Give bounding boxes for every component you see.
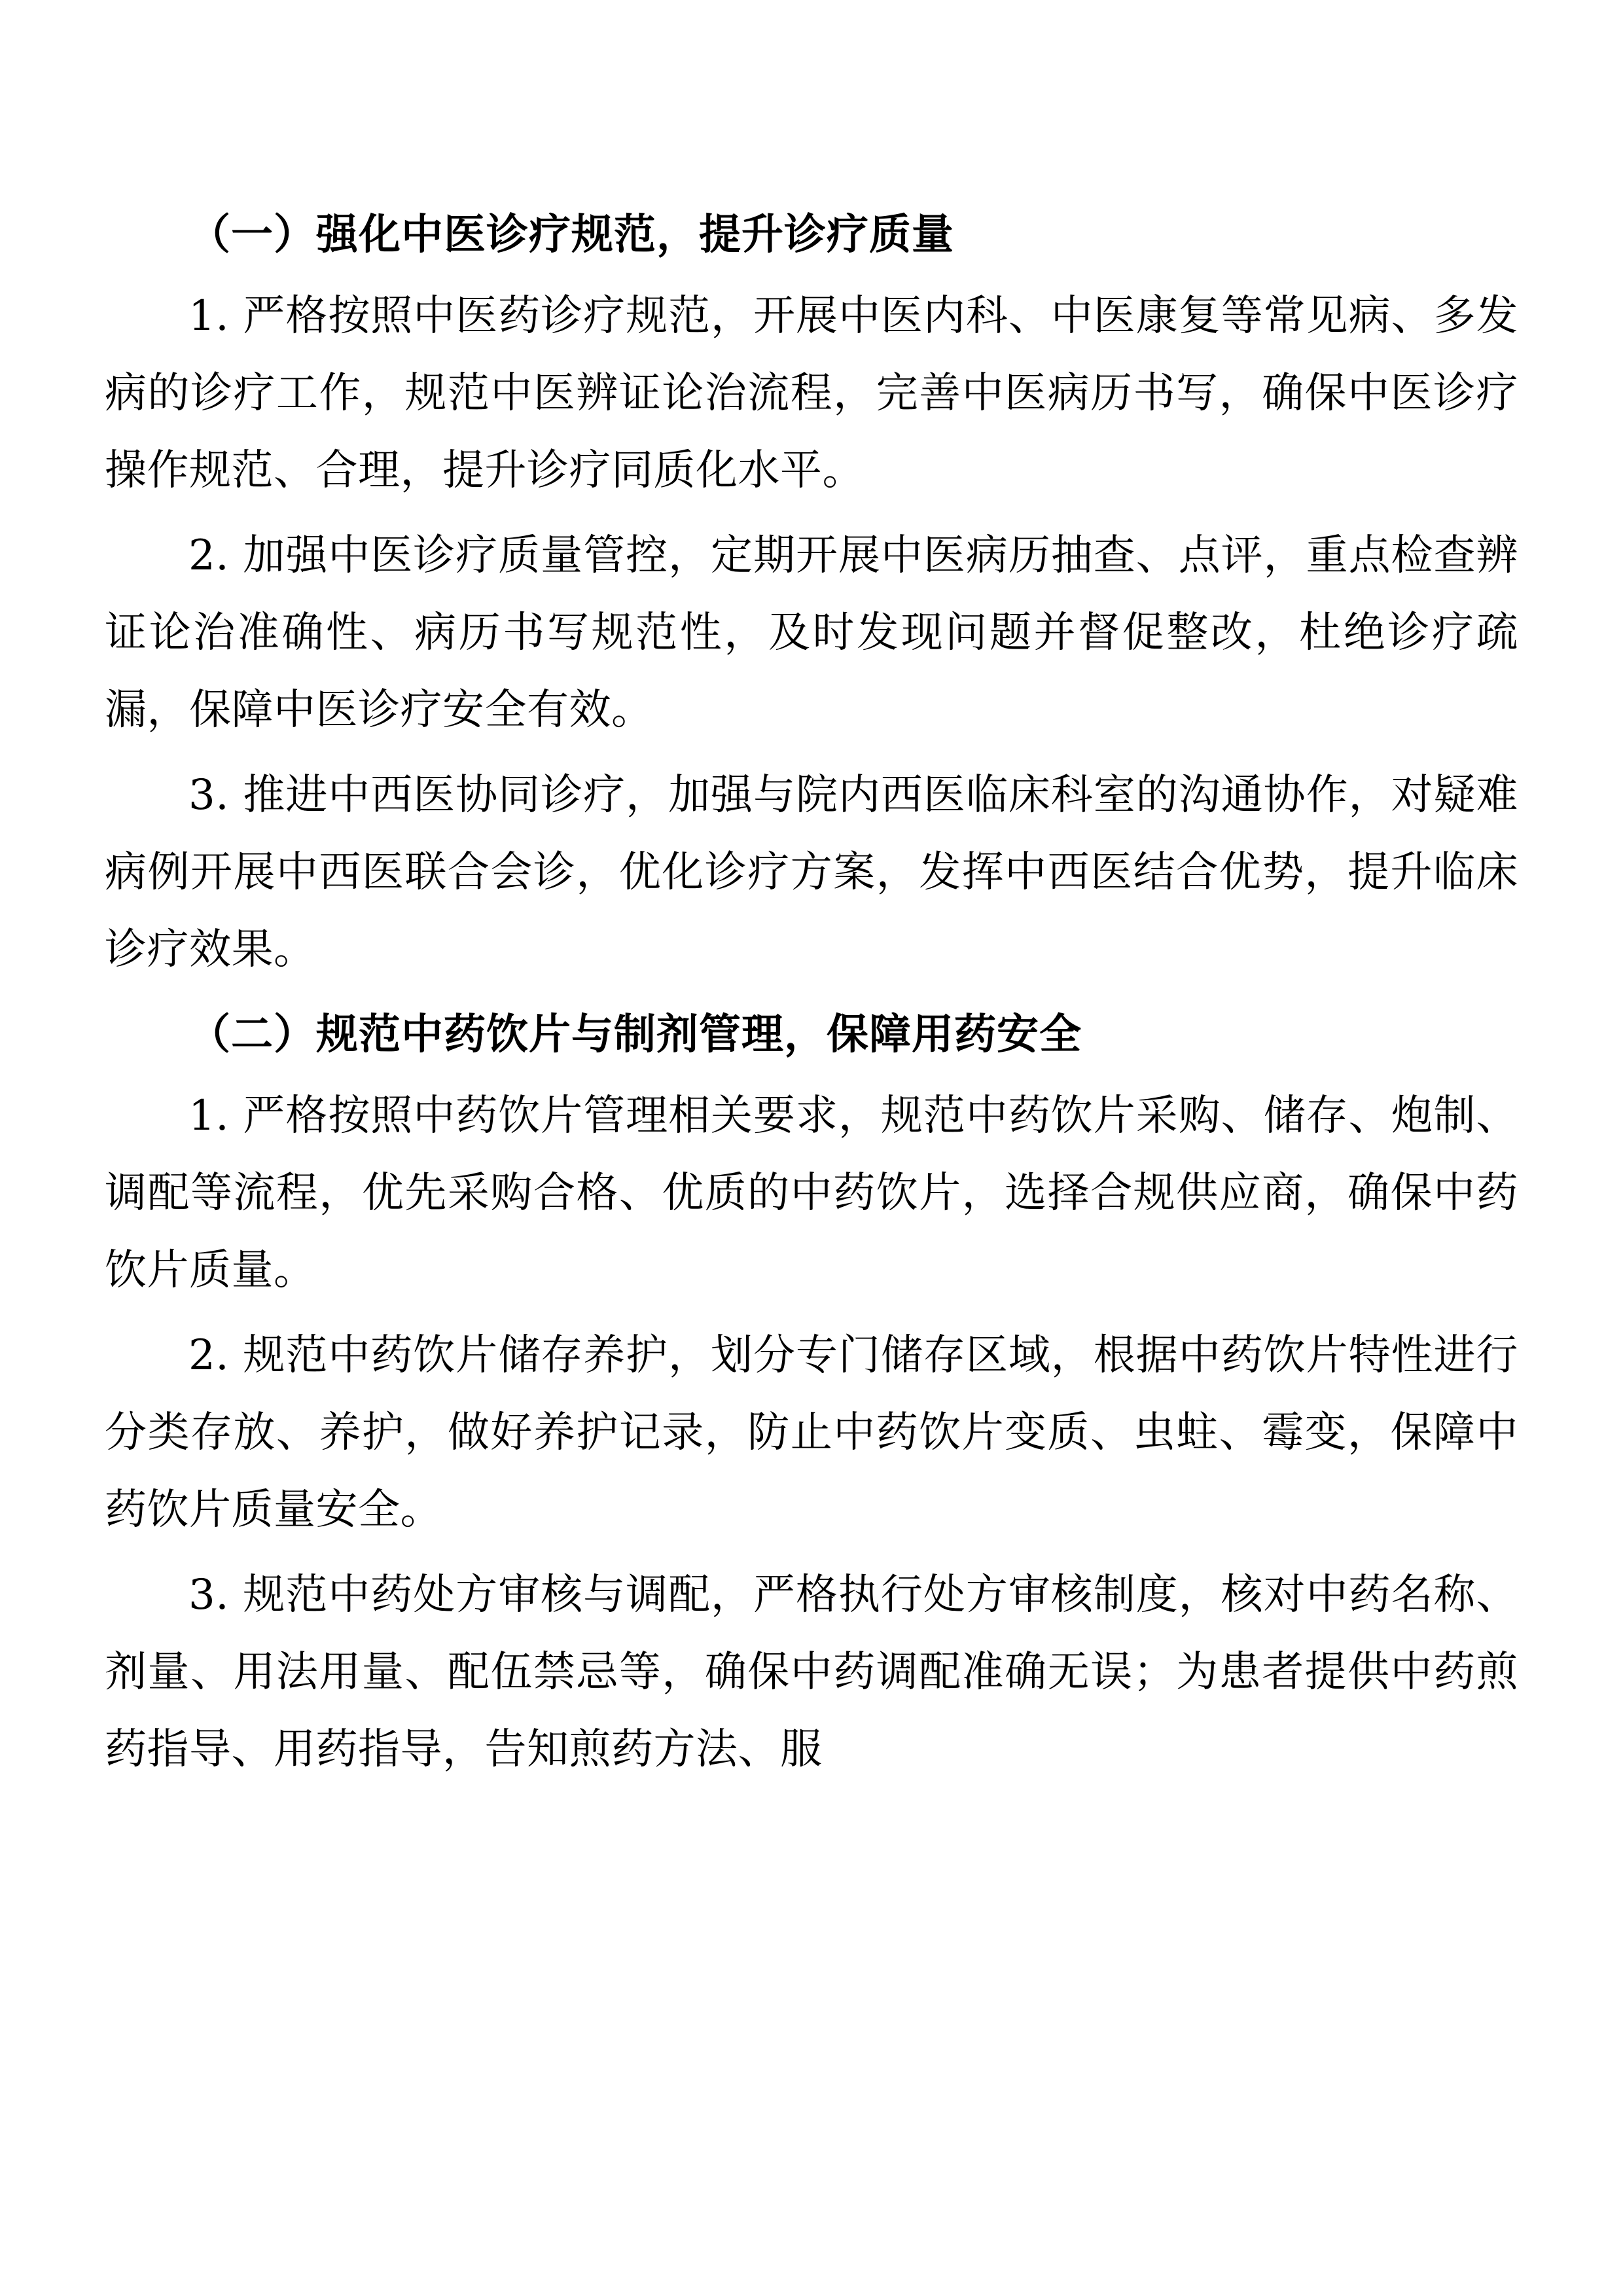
- paragraph-spacer: [105, 1310, 1518, 1317]
- paragraph-spacer: [105, 511, 1518, 517]
- paragraph-2-3: 3. 规范中药处方审核与调配，严格执行处方审核制度，核对中药名称、剂量、用法用量、配伍禁忌等，确保中药调配准确无误；为患者提供中药煎药指导、用药指导，告知煎药方法、服: [105, 1571, 1518, 1774]
- paragraph-spacer: [105, 1550, 1518, 1556]
- paragraph-1-1: 1. 严格按照中医药诊疗规范，开展中医内科、中医康复等常见病、多发病的诊疗工作，规范中医辨证论治流程，完善中医病历书写，确保中医诊疗操作规范、合理，提升诊疗同质化水平。: [105, 292, 1518, 495]
- paragraph-2-2: 2. 规范中药饮片储存养护，划分专门储存区域，根据中药饮片特性进行分类存放、养护，做好养护记录，防止中药饮片变质、虫蛀、霉变，保障中药饮片质量安全。: [105, 1331, 1518, 1534]
- document-body: [105, 196, 1518, 1788]
- paragraph-spacer: [105, 750, 1518, 757]
- paragraph-spacer: [105, 990, 1518, 996]
- section-heading-two: （二）规范中药饮片与制剂管理，保障用药安全: [188, 1011, 1082, 1059]
- paragraph-2-1: 1. 严格按照中药饮片管理相关要求，规范中药饮片采购、储存、炮制、调配等流程，优先采购合格、优质的中药饮片，选择合规供应商，确保中药饮片质量。: [105, 1092, 1518, 1295]
- section-heading-one: （一）强化中医诊疗规范，提升诊疗质量: [188, 211, 954, 259]
- paragraph-1-3: 3. 推进中西医协同诊疗，加强与院内西医临床科室的沟通协作，对疑难病例开展中西医联合会诊，优化诊疗方案，发挥中西医结合优势，提升临床诊疗效果。: [105, 771, 1518, 974]
- paragraph-1-2: 2. 加强中医诊疗质量管控，定期开展中医病历抽查、点评，重点检查辨证论治准确性、病历书写规范性，及时发现问题并督促整改，杜绝诊疗疏漏，保障中医诊疗安全有效。: [105, 531, 1518, 734]
